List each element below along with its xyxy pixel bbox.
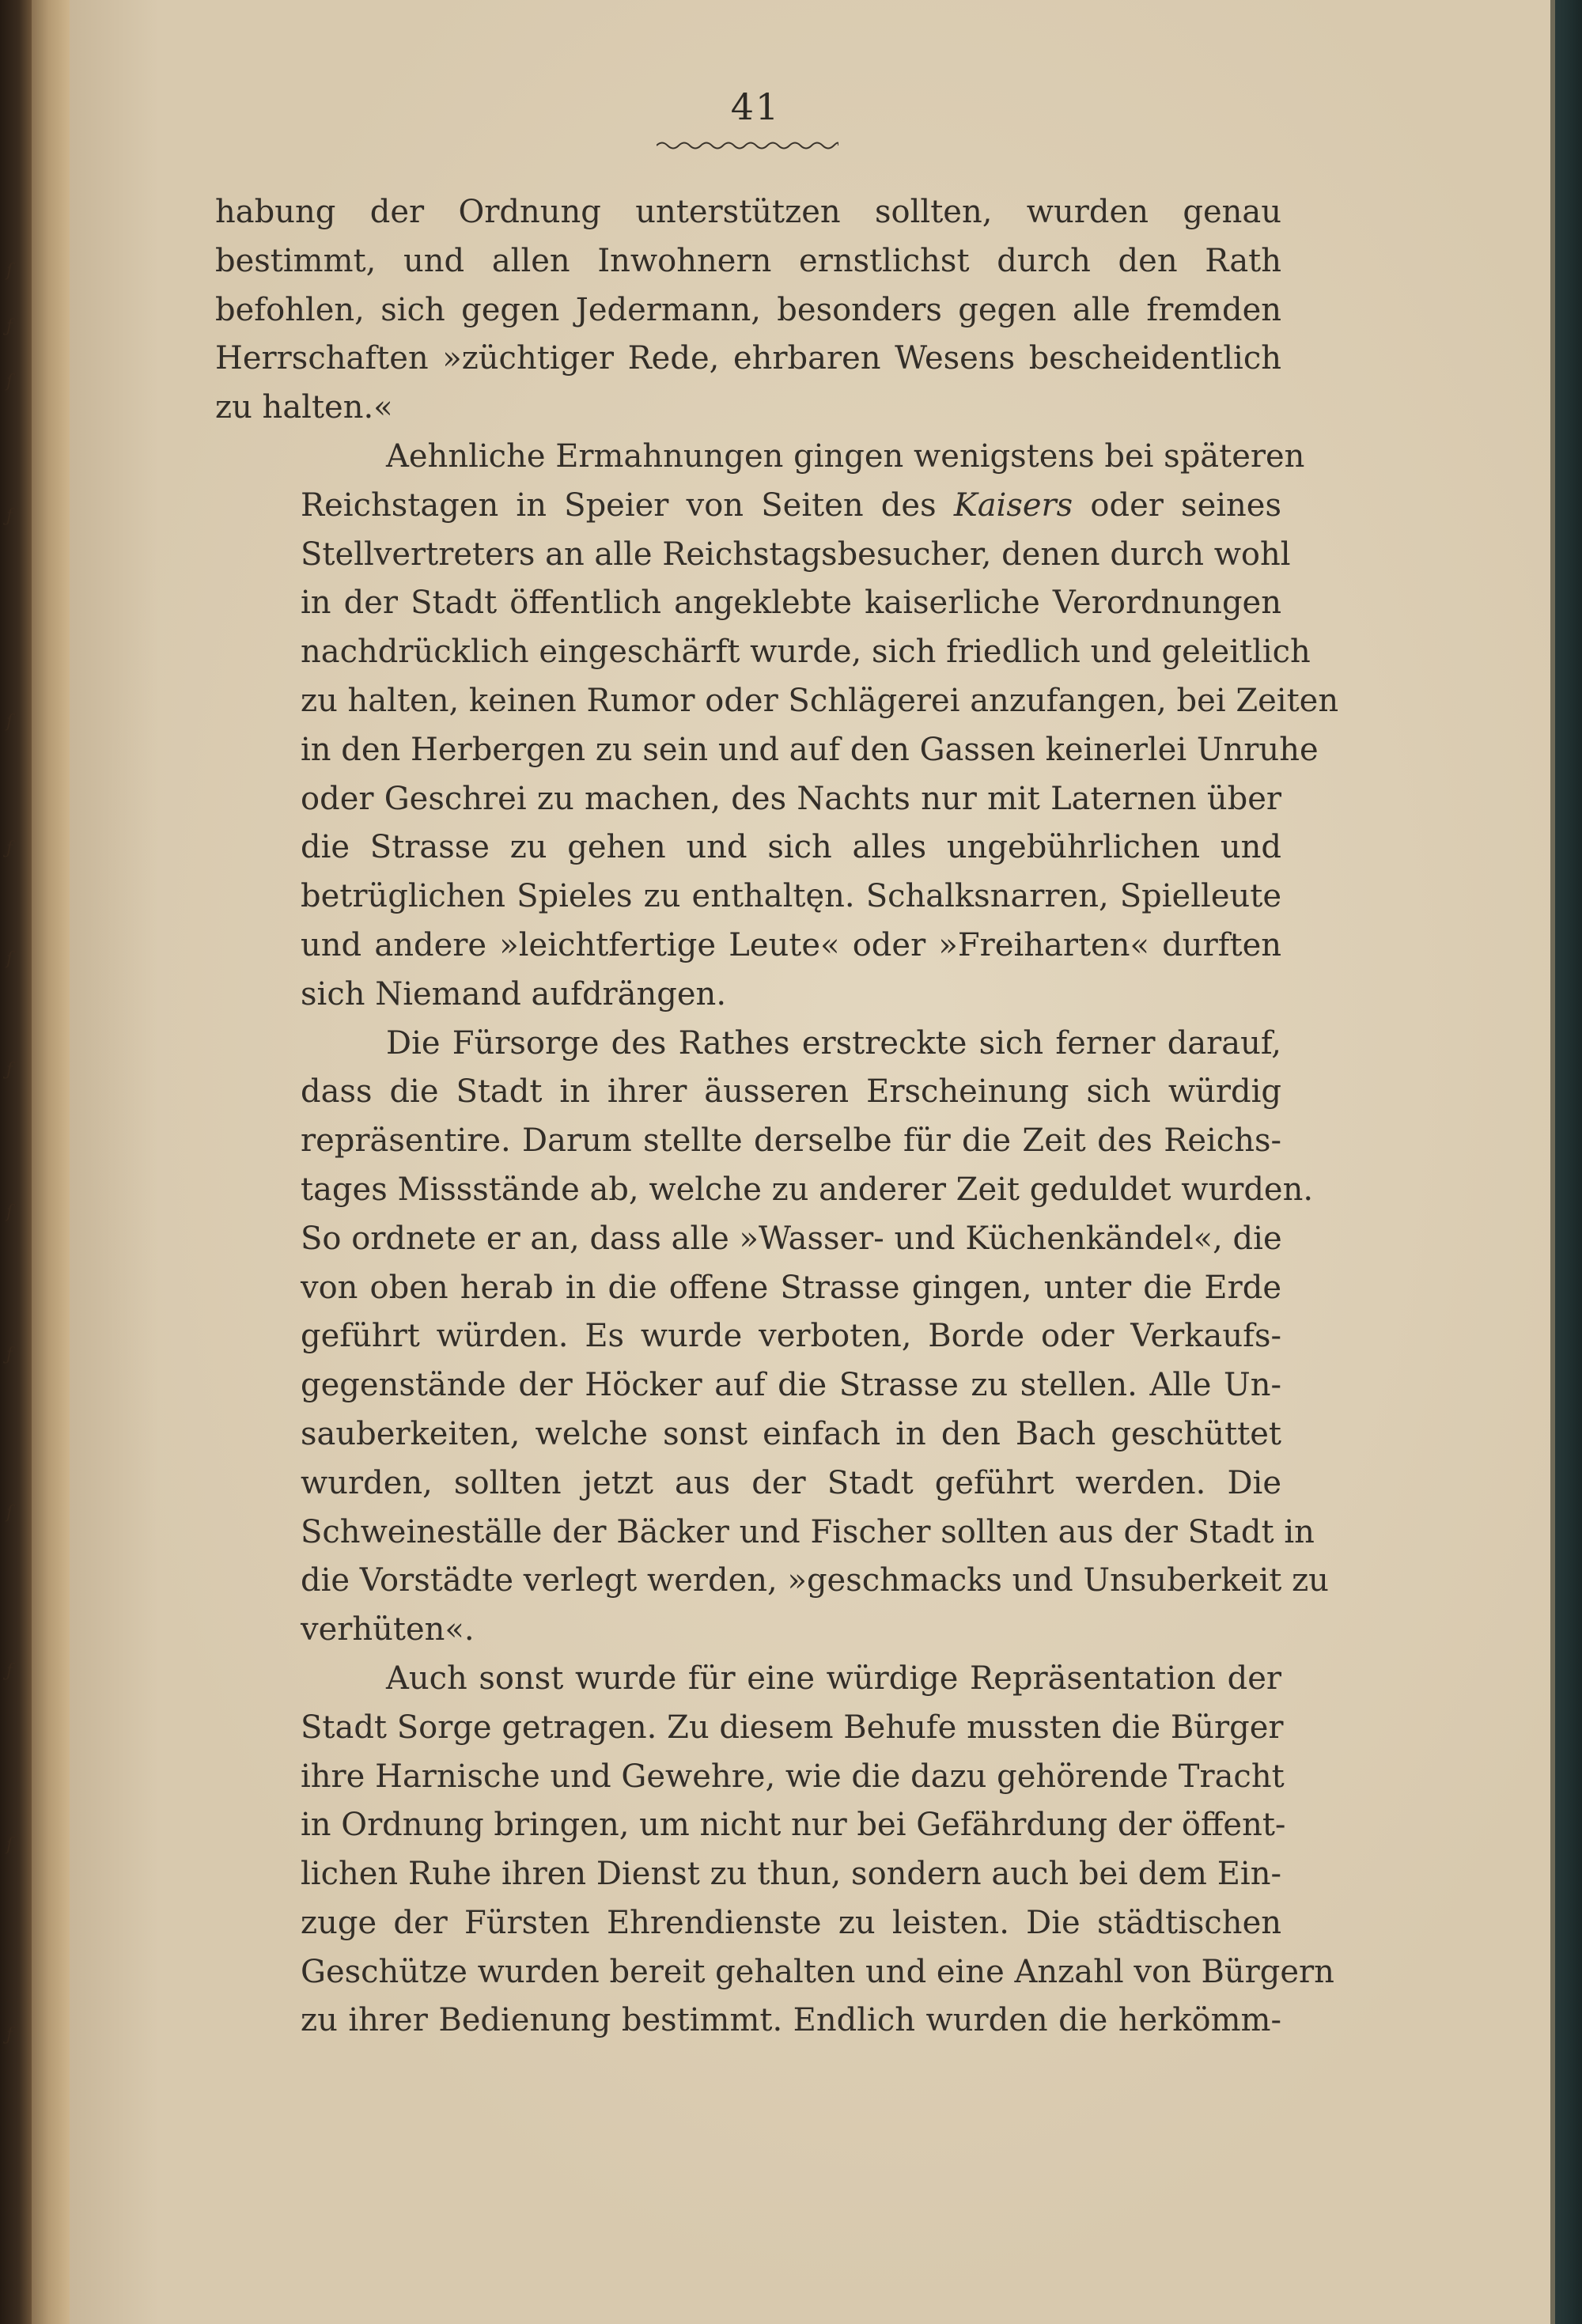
text-line: Stellvertreters an alle Reichstagsbesucher, denen durch wohl bbox=[301, 536, 1291, 573]
book-cover-edge bbox=[1550, 0, 1582, 2324]
text-line: Herrschaften »züchtiger Rede, ehrbaren Wesens bescheidentlich bbox=[215, 340, 1281, 377]
paragraph-1 bbox=[215, 188, 1281, 433]
page-gutter bbox=[32, 0, 70, 2324]
text-line: nachdrücklich eingeschärft wurde, sich friedlich und geleitlich bbox=[301, 634, 1311, 671]
text-segment: Reichstagen in Speier von Seiten des bbox=[301, 486, 937, 524]
text-line: die Vorstädte verlegt werden, »geschmacks und Unsuberkeit zu bbox=[301, 1562, 1329, 1599]
text-segment: oder seines bbox=[1090, 486, 1281, 524]
text-line: Geschütze wurden bereit gehalten und eine Anzahl von Bürgern bbox=[301, 1953, 1334, 1990]
text-line: Aehnliche Ermahnungen gingen wenigstens bei späteren bbox=[386, 437, 1305, 475]
bleed-through-marks: ſ ƒ ſ ƒ ſ ƒ ſ ƒ ſ ƒ ſ ƒ ſ ƒ bbox=[6, 261, 13, 2045]
text-line: wurden, sollten jetzt aus der Stadt geführt werden. Die bbox=[301, 1464, 1281, 1501]
text-line: Schweineställe der Bäcker und Fischer sollten aus der Stadt in bbox=[301, 1513, 1315, 1550]
text-line: zu ihrer Bedienung bestimmt. Endlich wurden die herkömm- bbox=[301, 2002, 1281, 2039]
page-number: 41 bbox=[730, 85, 781, 128]
book-spine bbox=[0, 0, 32, 2324]
body-text bbox=[215, 188, 1339, 2046]
text-line: So ordnete er an, dass alle »Wasser- und Küchenkändel«, die bbox=[301, 1220, 1282, 1257]
text-line: von oben herab in die offene Strasse gingen, unter die Erde bbox=[301, 1269, 1281, 1306]
text-line: Stadt Sorge getragen. Zu diesem Behufe mussten die Bürger bbox=[301, 1709, 1284, 1746]
text-line: die Strasse zu gehen und sich alles ungebührlichen und bbox=[301, 829, 1281, 866]
text-line: befohlen, sich gegen Jedermann, besonders gegen alle fremden bbox=[215, 291, 1281, 328]
text-line: zu halten, keinen Rumor oder Schlägerei anzufangen, bei Zeiten bbox=[301, 682, 1339, 719]
text-line: Auch sonst wurde für eine würdige Repräsentation der bbox=[386, 1660, 1281, 1697]
paragraph-3 bbox=[215, 1020, 1329, 1655]
paragraph-2 bbox=[215, 433, 1339, 1020]
text-line: ihre Harnische und Gewehre, wie die dazu gehörende Tracht bbox=[301, 1758, 1285, 1795]
text-line: repräsentire. Darum stellte derselbe für die Zeit des Reichs- bbox=[301, 1122, 1281, 1160]
text-line: zuge der Fürsten Ehrendienste zu leisten. Die städtischen bbox=[301, 1904, 1281, 1941]
text-line: habung der Ordnung unterstützen sollten, wurden genau bbox=[215, 194, 1281, 230]
text-line: gegenstände der Höcker auf die Strasse zu stellen. Alle Un- bbox=[301, 1367, 1281, 1404]
text-line: in den Herbergen zu sein und auf den Gassen keinerlei Unruhe bbox=[301, 731, 1319, 768]
text-line: betrüglichen Spieles zu enthaltęn. Schalksnarren, Spielleute bbox=[301, 878, 1281, 915]
text-line: oder Geschrei zu machen, des Nachts nur mit Laternen über bbox=[301, 780, 1281, 817]
page-number-ornament bbox=[657, 139, 838, 152]
text-line: und andere »leichtfertige Leute« oder »Freiharten« durften bbox=[301, 926, 1281, 963]
text-line: geführt würden. Es wurde verboten, Borde oder Verkaufs- bbox=[301, 1318, 1281, 1355]
text-line: Die Fürsorge des Rathes erstreckte sich ferner darauf, bbox=[386, 1024, 1281, 1062]
italic-word: Kaisers bbox=[953, 486, 1073, 524]
text-line: bestimmt, und allen Inwohnern ernstlichst durch den Rath bbox=[215, 242, 1281, 279]
text-line: dass die Stadt in ihrer äusseren Erscheinung sich würdig bbox=[301, 1073, 1281, 1111]
paragraph-4 bbox=[215, 1655, 1334, 2046]
text-line: lichen Ruhe ihren Dienst zu thun, sondern auch bei dem Ein- bbox=[301, 1856, 1281, 1893]
text-line: tages Missstände ab, welche zu anderer Zeit geduldet wurden. bbox=[301, 1171, 1314, 1208]
text-line-with-italic bbox=[215, 482, 1281, 531]
text-line: zu halten.« bbox=[215, 389, 393, 426]
text-line: verhüten«. bbox=[301, 1611, 475, 1648]
text-line: sauberkeiten, welche sonst einfach in den Bach geschüttet bbox=[301, 1415, 1281, 1452]
text-line: sich Niemand aufdrängen. bbox=[301, 975, 727, 1012]
text-line: in Ordnung bringen, um nicht nur bei Gefährdung der öffent- bbox=[301, 1807, 1286, 1844]
text-line: in der Stadt öffentlich angeklebte kaiserliche Verordnungen bbox=[301, 585, 1281, 622]
